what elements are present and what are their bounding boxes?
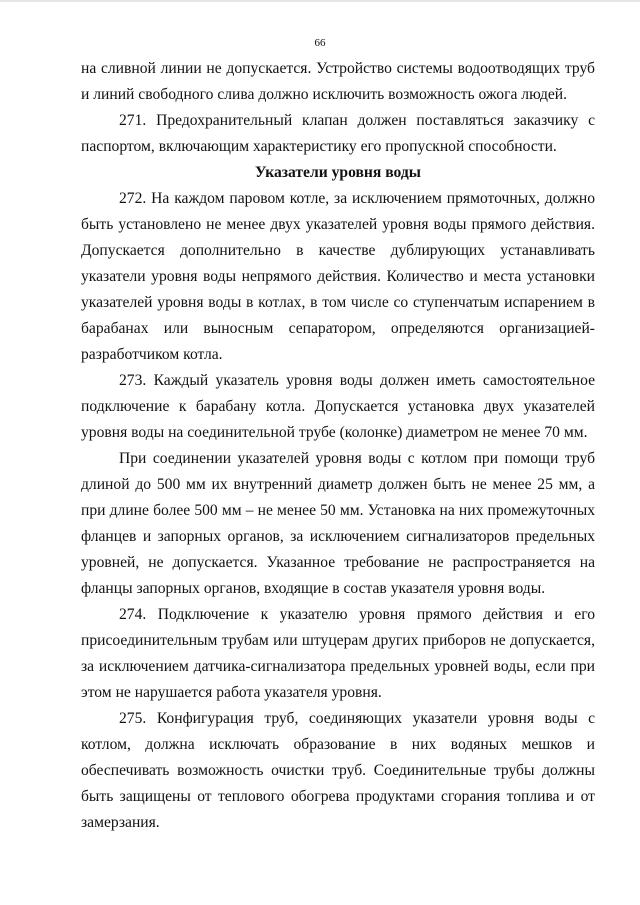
paragraph-272: 272. На каждом паровом котле, за исключением прямоточных, должно быть установлено не менее двух указателей уровня воды прямого действия. Допускается дополнительно в качестве дублирующих устанавливать указатели уровня воды непрямого действия. Количество и места установки указателей уровня воды в котлах, в том числе со ступенчатым испарением в барабанах или выносным сепаратором, определяются организацией-разработчиком котла. xyxy=(81,190,595,363)
page-top-edge xyxy=(0,0,640,2)
document-body xyxy=(81,56,595,836)
paragraph-273-continued: При соединении указателей уровня воды с котлом при помощи труб длиной до 500 мм их внутренний диаметр должен быть не менее 25 мм, а при длине более 500 мм – не менее 50 мм. Установка на них промежуточных фланцев и запорных органов, за исключением сигнализаторов предельных уровней, не допускается. Указанное требование не распространяется на фланцы запорных органов, входящие в состав указателя уровня воды. xyxy=(81,450,595,597)
paragraph-275: 275. Конфигурация труб, соединяющих указатели уровня воды с котлом, должна исключать образование в них водяных мешков и обеспечивать возможность очистки труб. Соединительные трубы должны быть защищены от теплового обогрева продуктами сгорания топлива и от замерзания. xyxy=(81,710,595,831)
paragraph-274: 274. Подключение к указателю уровня прямого действия и его присоединительным трубам или штуцерам других приборов не допускается, за исключением датчика-сигнализатора предельных уровней воды, если при этом не нарушается работа указателя уровня. xyxy=(81,606,595,701)
paragraph-273: 273. Каждый указатель уровня воды должен иметь самостоятельное подключение к барабану котла. Допускается установка двух указателей уровня воды на соединительной трубе (колонке) диаметром не менее 70 мм. xyxy=(81,372,595,441)
paragraph-271: 271. Предохранительный клапан должен поставляться заказчику с паспортом, включающим характеристику его пропускной способности. xyxy=(81,112,595,155)
page-number: 66 xyxy=(314,37,326,49)
section-heading: Указатели уровня воды xyxy=(255,164,421,181)
paragraph-continuation: на сливной линии не допускается. Устройство системы водоотводящих труб и линий свободного слива должно исключить возможность ожога людей. xyxy=(81,60,595,103)
